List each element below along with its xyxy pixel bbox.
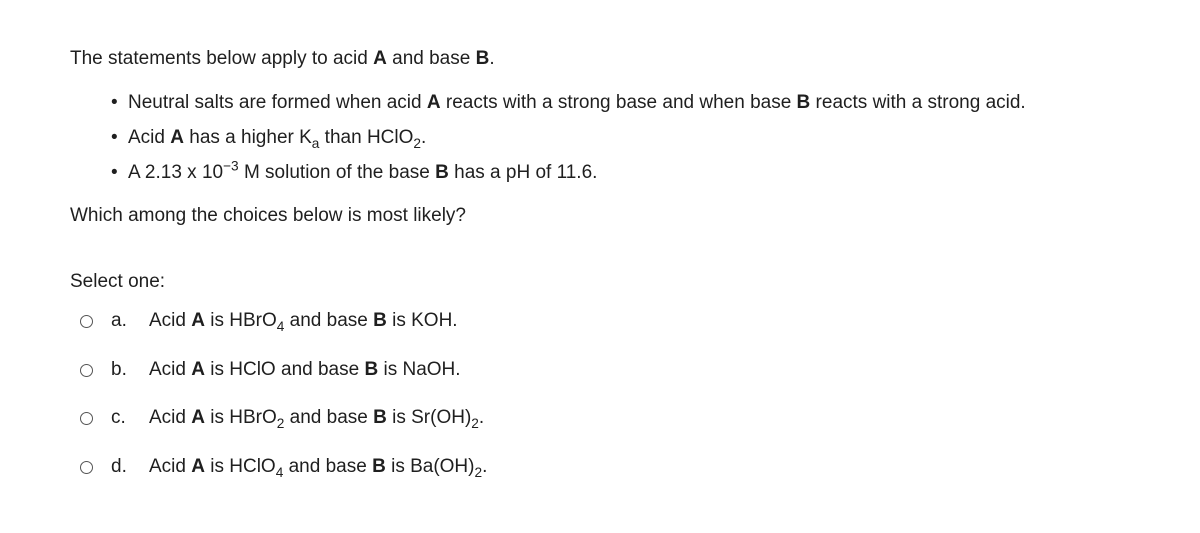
option-text: Acid A is HClO and base B is NaOH. [149,359,461,380]
subscript: a [311,135,320,151]
statement-text: Neutral salts are formed when acid [128,92,427,113]
answer-option-c[interactable] [80,405,484,431]
option-text: Acid A is HBrO$_2$ and base B is $Sr(OH)_2$. [149,407,485,431]
answer-option-b[interactable] [80,357,461,383]
option-letter: d. [111,456,127,477]
statement-2 [111,127,426,149]
acid-label: A [373,48,387,69]
radio-button[interactable] [80,412,93,425]
statement-1 [111,92,1026,114]
statement-text: reacts with a strong acid. [810,92,1026,113]
statement-text: A 2.13 x 10 [128,162,224,183]
base-label: B [796,92,811,113]
option-letter: a. [111,310,127,331]
radio-button[interactable] [80,364,93,377]
statement-text: . [421,127,427,148]
intro-text: and base [386,48,476,69]
intro-text: The statements below apply to acid [70,48,374,69]
acid-label: A [426,92,441,113]
bullet-icon: • [111,127,118,148]
answer-option-a[interactable] [80,308,458,334]
option-letter: b. [111,359,127,380]
statement-text: has a higher K [183,127,312,148]
select-one-label: Select one: [70,271,166,292]
statement-text: Acid [128,127,171,148]
question-prompt: Which among the choices below is most likely? [70,205,467,226]
statement-text: M solution of the base [238,162,436,183]
subscript: 2 [413,135,421,151]
option-letter: c. [111,407,126,428]
radio-button[interactable] [80,461,93,474]
bullet-icon: • [111,92,118,113]
bullet-icon: • [111,162,118,183]
statement-text: than HClO [319,127,414,148]
base-label: B [475,48,490,69]
answer-option-d[interactable] [80,454,487,480]
statement-text: reacts with a strong base and when base [440,92,797,113]
base-label: B [435,162,449,183]
statement-3 [111,158,598,184]
intro-text: . [489,48,495,69]
statement-text: has a pH of 11.6. [448,162,598,183]
question-intro [70,48,495,70]
superscript: −3 [223,158,239,174]
radio-button[interactable] [80,315,93,328]
option-text: Acid A is HClO$_4$ and base B is $Ba(OH)_2$. [149,456,488,480]
acid-label: A [170,127,184,148]
option-text: Acid A is HBrO$_4$ and base B is KOH. [149,310,458,334]
